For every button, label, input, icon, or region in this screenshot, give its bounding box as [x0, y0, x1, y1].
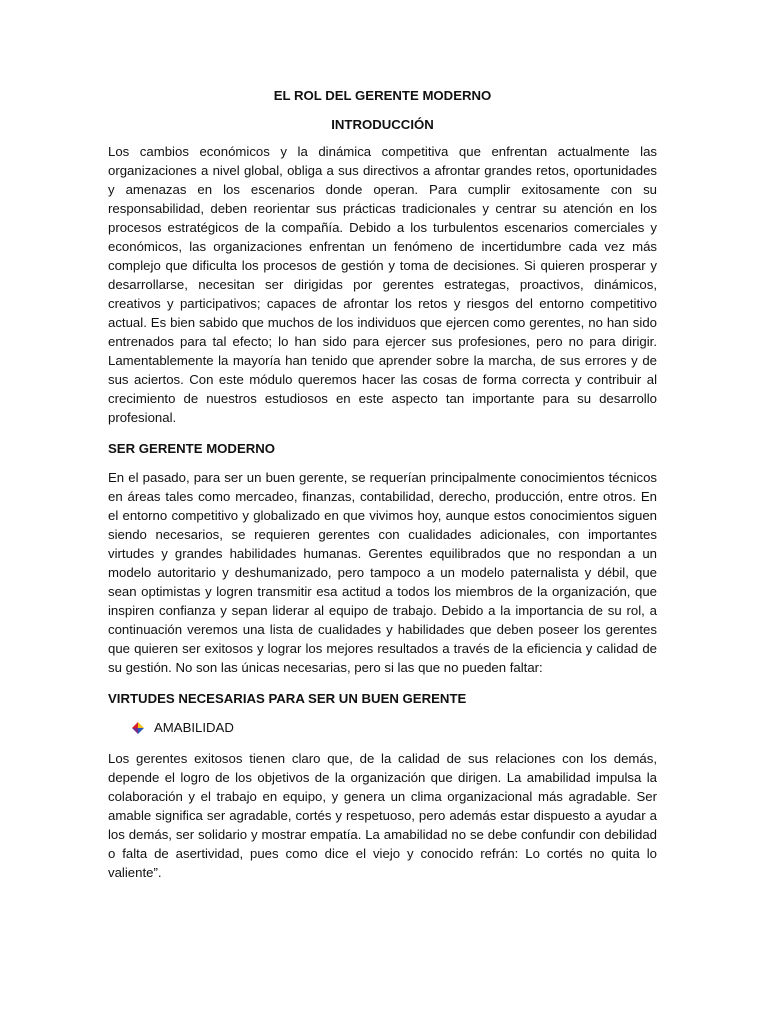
amabilidad-paragraph: Los gerentes exitosos tienen claro que, de la calidad de sus relaciones con los demás, depende el logro de los objetivos de la organización que dirigen. La amabilidad impulsa la colaboración y el trabajo en equipo, y genera un clima organizacional más agradable. Ser amable significa ser agradable, cortés y respetuoso, pero además estar dispuesto a ayudar a los demás, ser solidario y mostrar empatía. La amabilidad no se debe confundir con debilidad o falta de asertividad, pues como dice el viejo y conocido refrán: Lo cortés no quita lo valiente”. — [108, 751, 657, 880]
section-heading-ser-gerente: SER GERENTE MODERNO — [108, 441, 276, 456]
document-title: EL ROL DEL GERENTE MODERNO — [273, 88, 492, 103]
bullet-label: AMABILIDAD — [154, 720, 234, 735]
diamond-bullet-icon — [132, 722, 144, 734]
ser-gerente-paragraph: En el pasado, para ser un buen gerente, se requerían principalmente conocimientos técnicos en áreas tales como mercadeo, finanzas, contabilidad, derecho, producción, entre otros. En el entorno competitivo y globalizado en que vivimos hoy, aunque estos conocimientos siguen siendo necesarios, se requieren gerentes con cualidades adicionales, con importantes virtudes y grandes habilidades humanas. Gerentes equilibrados que no respondan a un modelo autoritario y deshumanizado, pero tampoco a un modelo paternalista y débil, que sean optimistas y logren transmitir esa actitud a todos los miembros de la organización, que inspiren confianza y sepan liderar al equipo de trabajo. Debido a la importancia de su rol, a continuación veremos una lista de cualidades y habilidades que deben poseer los gerentes que quieren ser exitosos y lograr los mejores resultados a través de la eficiencia y calidad de su gestión. No son las únicas necesarias, pero si las que no pueden faltar: — [108, 470, 657, 675]
bullet-item-amabilidad — [132, 718, 657, 737]
document-body — [108, 86, 657, 892]
section-title-introduccion: INTRODUCCIÓN — [331, 117, 434, 132]
section-heading-virtudes: VIRTUDES NECESARIAS PARA SER UN BUEN GERENTE — [108, 691, 467, 706]
intro-paragraph: Los cambios económicos y la dinámica competitiva que enfrentan actualmente las organizaciones a nivel global, obliga a sus directivos a afrontar grandes retos, oportunidades y amenazas en los escenarios donde operan. Para cumplir exitosamente con su responsabilidad, deben reorientar sus prácticas tradicionales y centrar su atención en los procesos estratégicos de la compañía. Debido a los turbulentos escenarios comerciales y económicos, las organizaciones enfrentan un fenómeno de incertidumbre cada vez más complejo que dificulta los procesos de gestión y toma de decisiones. Si quieren prosperar y desarrollarse, necesitan ser dirigidas por gerentes estrategas, proactivos, dinámicos, creativos y participativos; capaces de afrontar los retos y riesgos del entorno competitivo actual. Es bien sabido que muchos de los individuos que ejercen como gerentes, no han sido entrenados para tal efecto; lo han sido para ejercer sus profesiones, pero no para dirigir. Lamentablemente la mayoría han tenido que aprender sobre la marcha, de sus errores y de sus aciertos. Con este módulo queremos hacer las cosas de forma correcta y contribuir al crecimiento de nuestros estudiosos en este aspecto tan importante para su desarrollo profesional. — [108, 144, 657, 425]
